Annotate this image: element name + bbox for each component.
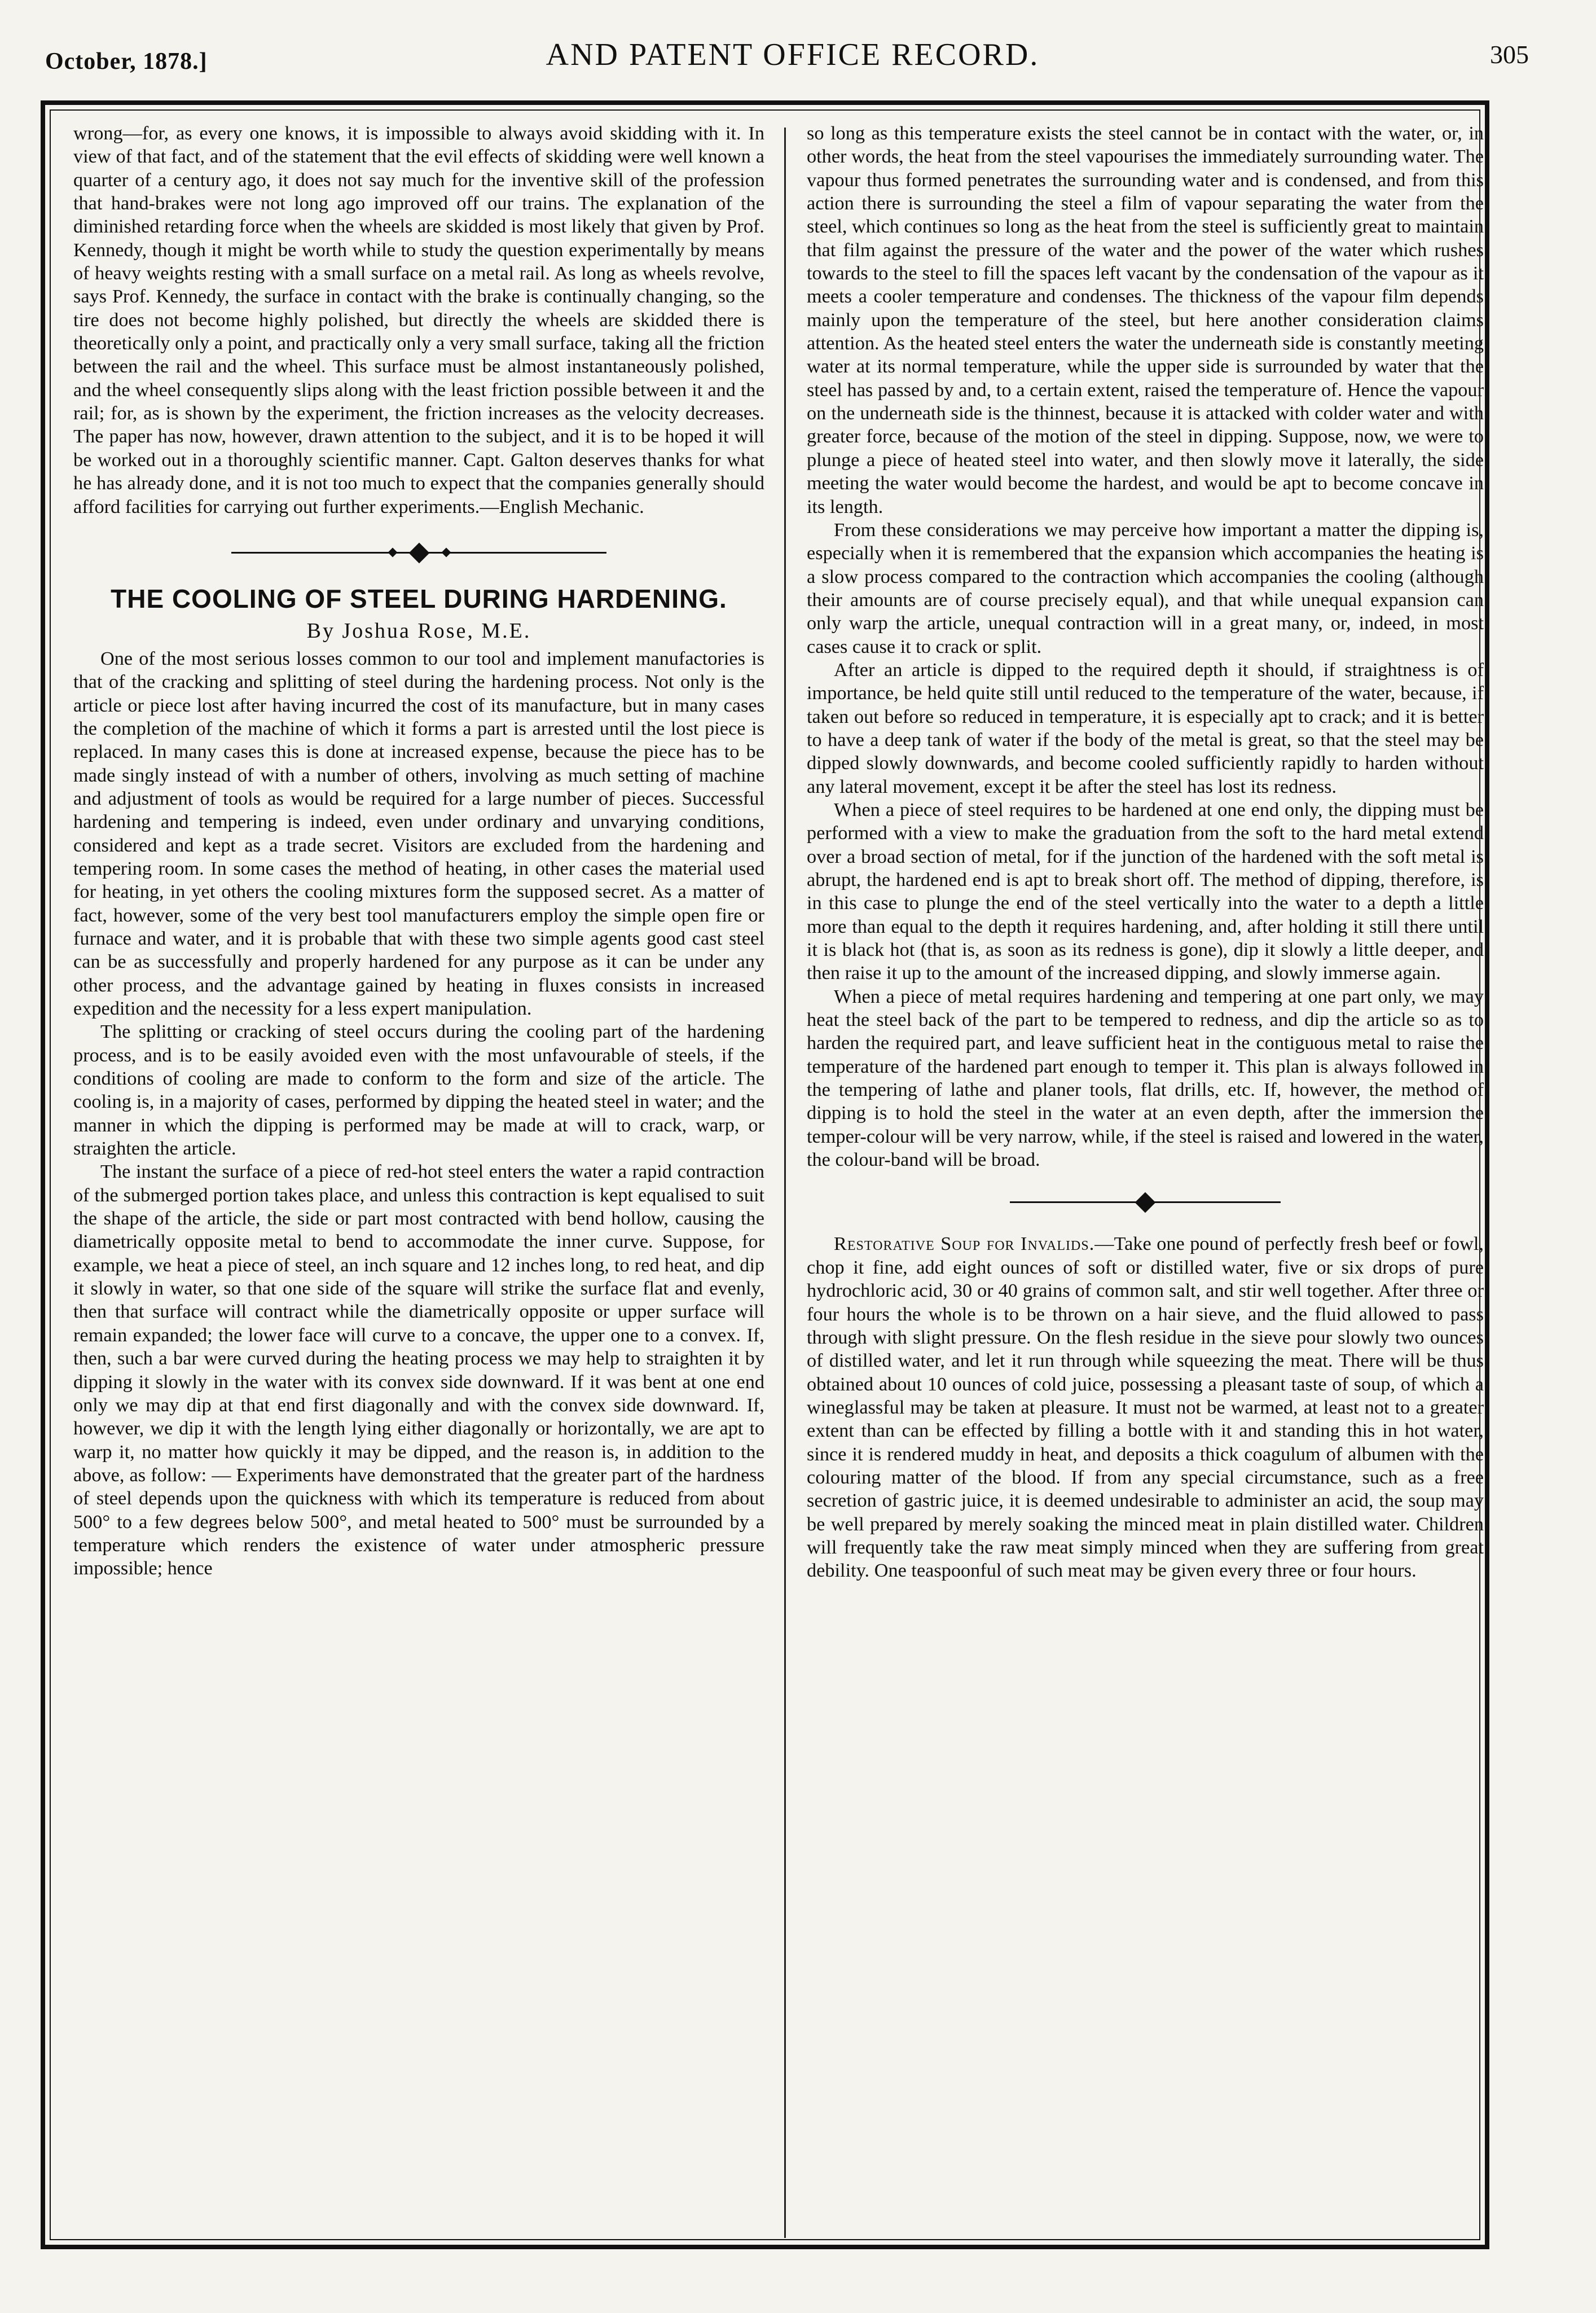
issue-date: October, 1878.] (45, 49, 208, 74)
page-frame (41, 100, 1489, 2249)
article-paragraph: When a piece of metal requires hardening and tempering at one part only, we may heat the steel back of the part to be tempered to redness, and dip the article so as to harden the required part, and leave sufficient heat in the contiguous metal to raise the temperature of the hardened part enough to temper it. This plan is always followed in the tempering of lathe and planer tools, flat drills, etc. If, however, the method of dipping is to hold the steel in the water at an even depth, after the immersion the temper-colour will be very narrow, while, if the steel is raised and lowered in the water, the colour-band will be broad. (807, 985, 1484, 1171)
section-ornament (73, 541, 764, 564)
article-paragraph: so long as this temperature exists the steel cannot be in contact with the water, or, in other words, the heat from the steel vapourises the immediately surrounding water. The vapour thus formed penetrates the surrounding water and is condensed, and from this action there is surrounding the steel a film of vapour separating the water from the steel, which continues so long as the heat from the steel is sufficiently great to maintain that film against the pressure of the water and the power of the water which rushes towards to the steel to fill the spaces left vacant by the condensation of the vapour as it meets a cooler temperature and condenses. The thickness of the vapour film depends mainly upon the temperature of the steel, but here another consideration claims attention. As the heated steel enters the water the underneath side is constantly meeting water at its normal temperature, while the upper side is surrounded by water that the steel has passed by and, to a certain extent, raised the temperature of. Hence the vapour on the underneath side is the thinnest, because it is attacked with colder water and with greater force, because of the motion of the steel in dipping. Suppose, now, we were to plunge a piece of heated steel into water, and then slowly move it laterally, the side meeting the water would become the hardest, and would be apt to become concave in its length. (807, 122, 1484, 517)
left-column (73, 122, 764, 1581)
article-paragraph: The splitting or cracking of steel occurs during the cooling part of the hardening process, and is to be easily avoided even with the most unfavourable of steels, if the conditions of cooling are made to conform to the form and size of the article. The cooling is, in a majority of cases, performed by dipping the heated steel in water; and the manner in which the dipping is performed may be made at will to crack, warp, or straighten the article. (73, 1021, 764, 1160)
section-ornament (807, 1191, 1484, 1213)
column-rule (784, 128, 786, 2238)
article-paragraph: After an article is dipped to the required depth it should, if straightness is of importance, be held quite still until reduced to the temperature of the water, because, if taken out before so reduced in temperature, it is especially apt to crack; and it is better to have a deep tank of water if the body of the metal is great, so that the steel may be dipped slowly downwards, and become cooled sufficiently rapidly to harden without any lateral movement, except it be after the steel has lost its redness. (807, 659, 1484, 797)
article-paragraph: From these considerations we may perceive how important a matter the dipping is, especially when it is remembered that the expansion which accompanies the heating is a slow process compared to the contraction which accompanies the cooling (although their amounts are of course precisely equal), and that while unequal expansion can only warp the article, unequal contraction will in a great many, or, indeed, in most cases cause it to crack or split. (807, 519, 1484, 657)
notice-heading: Restorative Soup for Invalids. (834, 1233, 1095, 1255)
article-paragraph: One of the most serious losses common to our tool and implement manufactories is that of the cracking and splitting of steel during the hardening process. Not only is the article or piece lost after having incurred the cost of its manufacture, but in many cases the completion of the machine of which it forms a part is arrested until the lost piece is replaced. In many cases this is done at increased expense, because the piece has to be made singly instead of with a number of others, involving as much setting of machine and adjustment of tools as would be required for a large number of pieces. Successful hardening and tempering is indeed, even under ordinary and unvarying conditions, considered and kept as a trade secret. Visitors are excluded from the hardening and tempering room. In some cases the method of heating, in other cases the material used for heating, in yet others the cooling mixtures form the supposed secret. As a matter of fact, however, some of the very best tool manufacturers employ the simple open fire or furnace and water, and it is probable that with these two simple agents good cast steel can be as successfully and properly hardened for any purpose as it can be under any other process, and the advantage gained by heating in fluxes consists in increased expedition and the necessity for a less expert manipulation. (73, 647, 764, 1019)
notice-paragraph (807, 1232, 1484, 1582)
article-paragraph: When a piece of steel requires to be hardened at one end only, the dipping must be performed with a view to make the graduation from the soft to the hard metal extend over a broad section of metal, for if the junction of the hardened with the soft metal is abrupt, the hardened end is apt to break short off. The method of dipping, therefore, is in this case to plunge the end of the steel vertically into the water to a depth a little more than equal to the depth it requires hardening, and, after holding it still there until it is black hot (that is, as soon as its redness is gone), dip it slowly a little deeper, and then raise it up to the amount of the increased dipping, and slowly immerse again. (807, 798, 1484, 984)
notice-text: —Take one pound of perfectly fresh beef or fowl, chop it fine, add eight ounces of soft or distilled water, five or six drops of pure hydrochloric acid, 30 or 40 grains of common salt, and stir well together. After three or four hours the whole is to be thrown on a hair sieve, and the fluid allowed to pass through with slight pressure. On the flesh residue in the sieve pour slowly two ounces of distilled water, and let it run through while squeezing the meat. There will be thus obtained about 10 ounces of cold juice, possessing a pleasant taste of soup, of which a wineglassful may be taken at pleasure. It must not be warmed, at least not to a greater extent than can be effected by filling a bottle with it and standing this in hot water, since it is rendered muddy in heat, and deposits a thick coagulum of albumen with the colouring matter of the blood. If from any special circumstance, such as a free secretion of gastric juice, it is deemed undesirable to administer an acid, the soup may be well prepared by merely soaking the minced meat in plain distilled water. Children will frequently take the raw meat simply minced when they are suffering from great debility. One teaspoonful of such meat may be given every three or four hours. (807, 1233, 1484, 1582)
article-byline: By Joshua Rose, M.E. (306, 618, 531, 643)
journal-title: AND PATENT OFFICE RECORD. (546, 37, 1040, 72)
right-column (807, 122, 1484, 1583)
running-head (45, 23, 1540, 73)
page-number: 305 (1490, 40, 1529, 69)
continued-paragraph: wrong—for, as every one knows, it is impossible to always avoid skidding with it. In view of that fact, and of the statement that the evil effects of skidding were well known a quarter of a century ago, it does not say much for the inventive skill of the profession that hand-brakes were not long ago improved off our trains. The explanation of the diminished retarding force when the wheels are skidded is most likely that given by Prof. Kennedy, though it might be worth while to study the question experimentally by means of heavy weights resting with a small surface on a metal rail. As long as wheels revolve, says Prof. Kennedy, the surface in contact with the brake is continually changing, so the tire does not become highly polished, but directly the wheels are skidded there is theoretically only a point, and practically only a very small surface, taking all the friction between the rail and the wheel. This surface must be almost instantaneously polished, and the wheel consequently slips along with the least friction possible between it and the rail; for, as is shown by the experiment, the friction increases as the velocity decreases. The paper has now, however, drawn attention to the subject, and it is to be hoped it will be worked out in a thoroughly scientific manner. Capt. Galton deserves thanks for what he has already done, and it is not too much to expect that the companies generally should afford facilities for carrying out further experiments.—English Mechanic. (73, 122, 764, 517)
article-paragraph: The instant the surface of a piece of red-hot steel enters the water a rapid contraction of the submerged portion takes place, and unless this contraction is kept equalised to suit the shape of the article, the side or part most contracted with bend hollow, causing the diametrically opposite metal to bend to accommodate the inner curve. Suppose, for example, we heat a piece of steel, an inch square and 12 inches long, to red heat, and dip it slowly in water, so that one side of the square will strike the surface flat and evenly, then that surface will contract while the diametrically opposite or upper surface will remain expanded; the lower face will curve to a concave, the upper one to a convex. If, then, such a bar were curved during the heating process we may help to straighten it by dipping it slowly in the water with its convex side downward. If it was bent at one end only we may dip at that end first diagonally and with the convex side downward. If, however, we dip it with the length lying either diagonally or horizontally, we are apt to warp it, no matter how quickly it may be dipped, and the reason is, in addition to the above, as follow: — Experiments have demonstrated that the greater part of the hardness of steel depends upon the quickness with which its temperature is reduced from about 500° to a few degrees below 500°, and metal heated to 500° must be surrounded by a temperature which renders the existence of water under atmospheric pressure impossible; hence (73, 1161, 764, 1579)
article-title: THE COOLING OF STEEL DURING HARDENING. (111, 583, 727, 613)
